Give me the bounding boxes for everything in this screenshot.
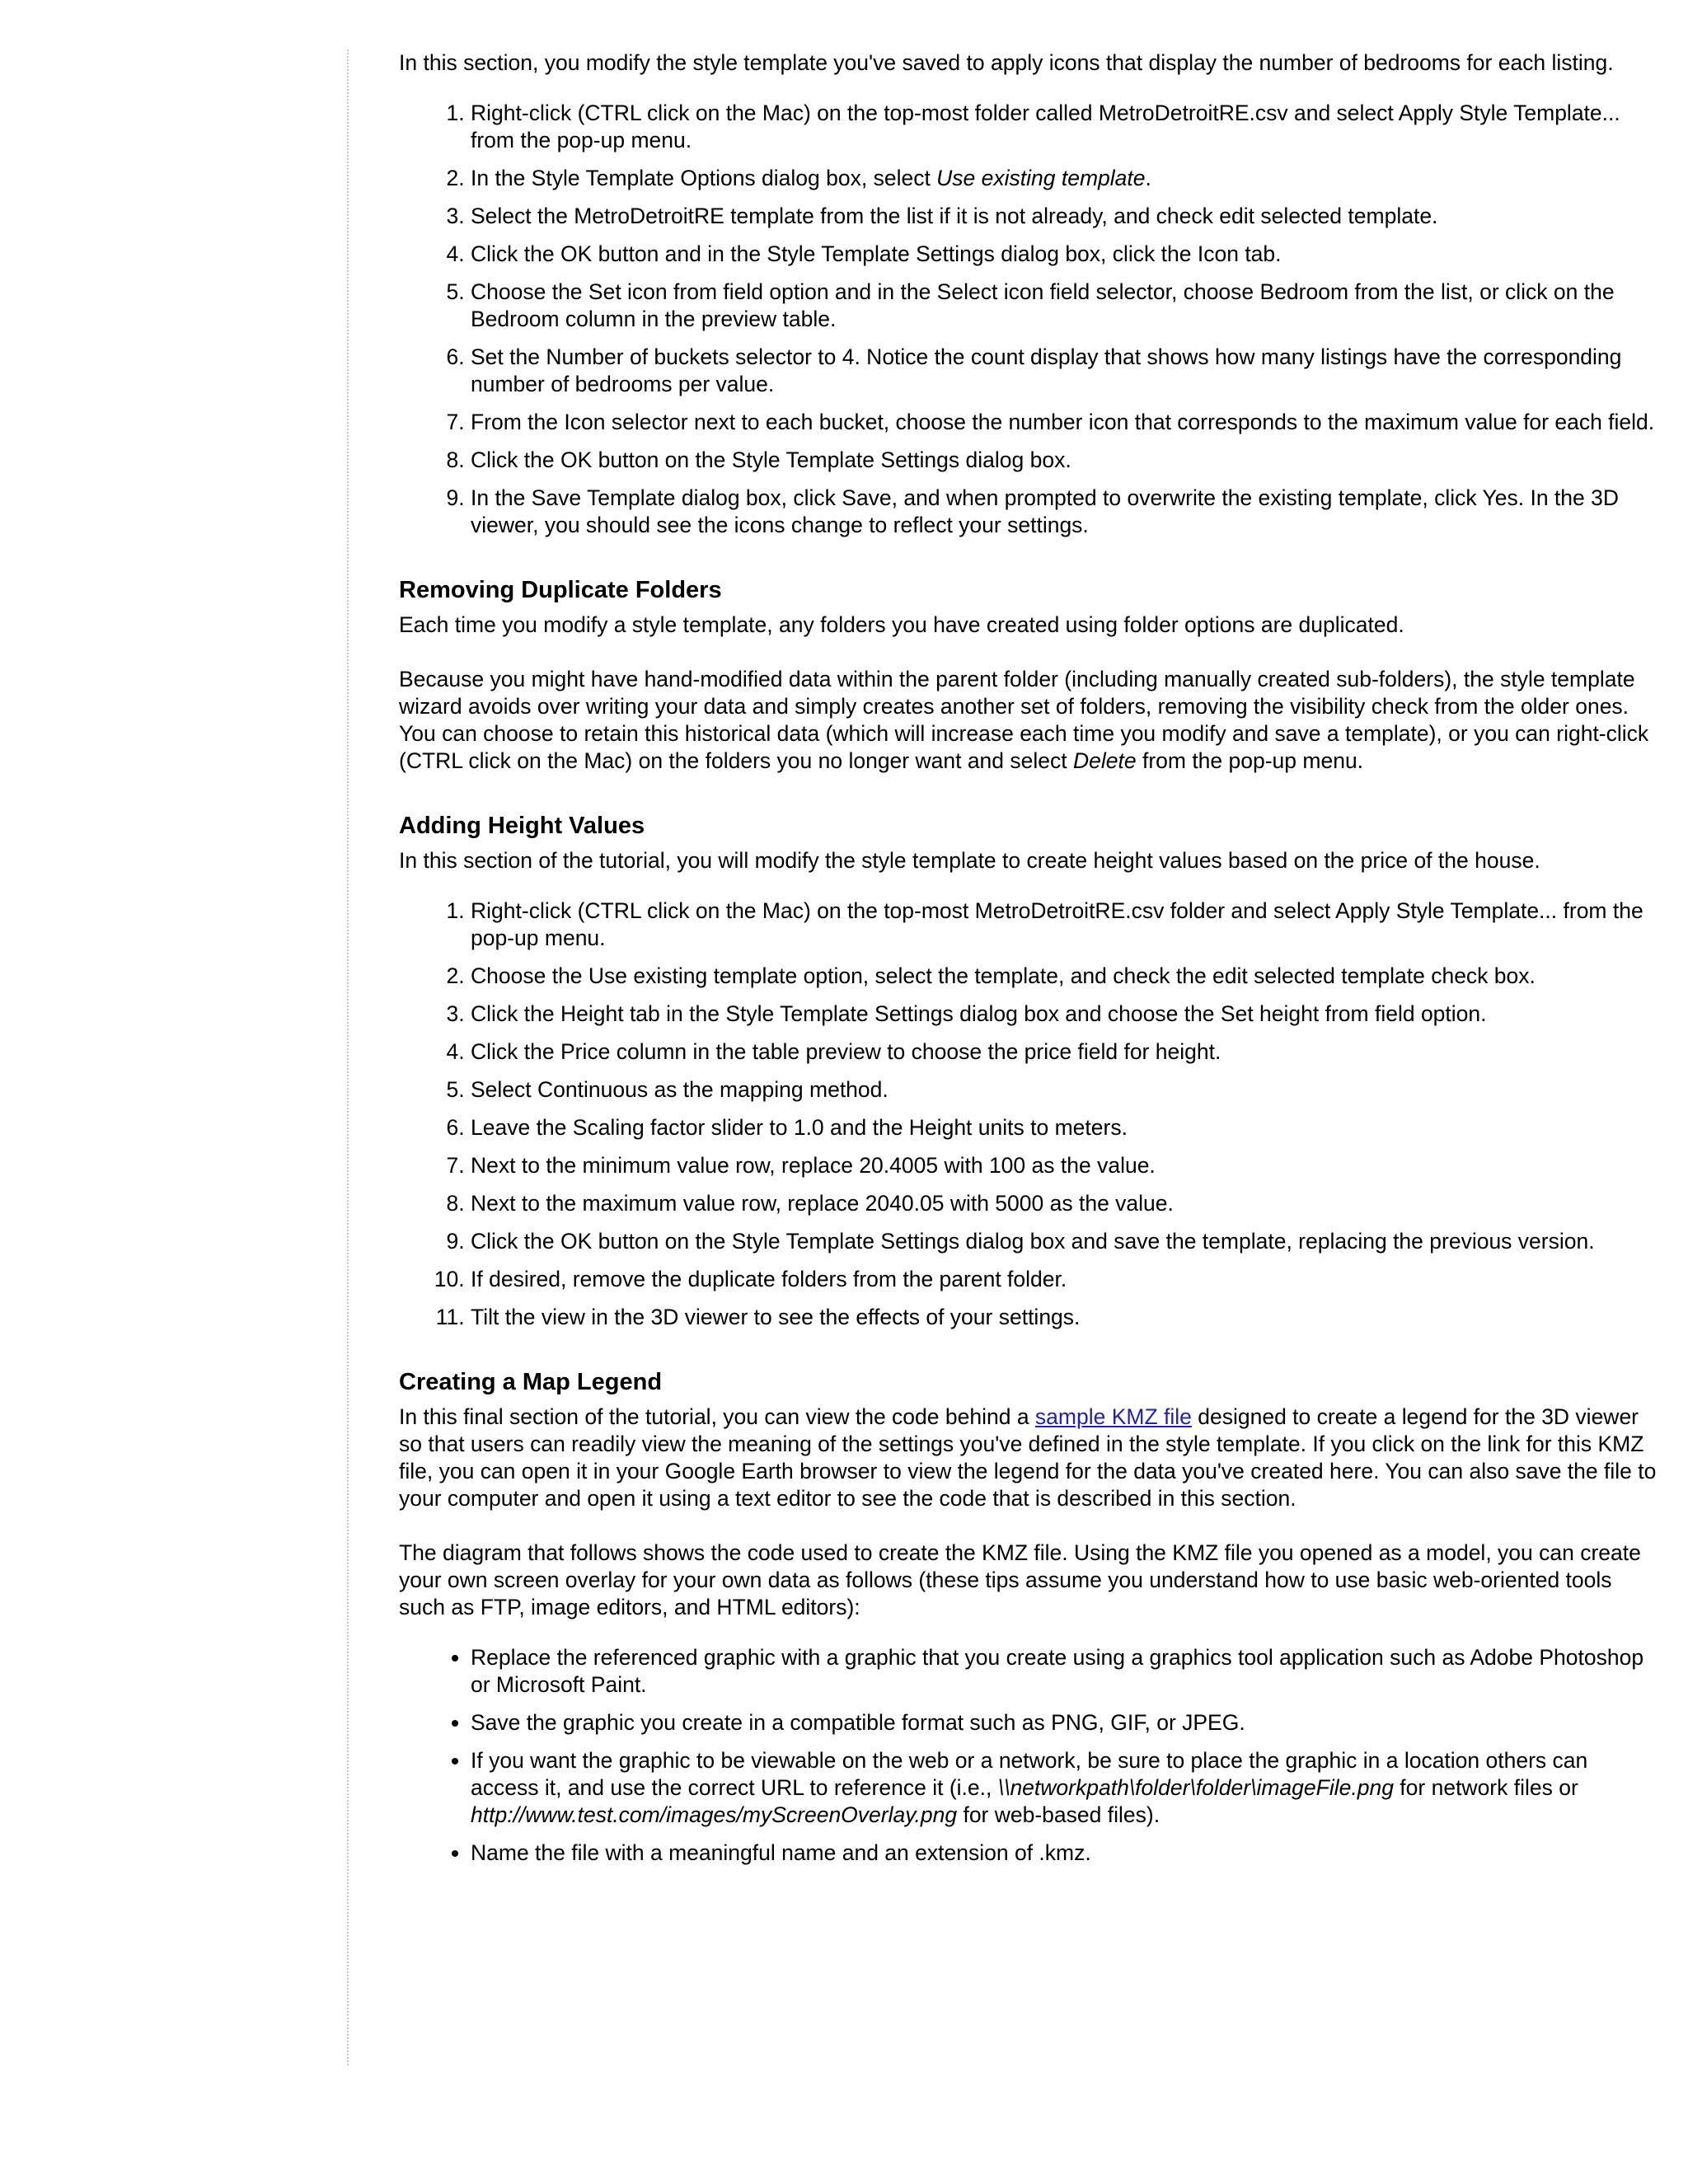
legend-tips-list — [399, 1644, 1658, 1867]
step-text: From the Icon selector next to each bucket, choose the number icon that corresponds to the maximum value for each field. — [471, 410, 1655, 434]
step-text: Next to the maximum value row, replace 2040.05 with 5000 as the value. — [471, 1191, 1174, 1216]
list-item — [471, 1840, 1658, 1867]
list-item — [471, 1038, 1658, 1066]
list-item — [471, 203, 1658, 230]
bullet-text: Save the graphic you create in a compatible format such as PNG, GIF, or JPEG. — [471, 1710, 1245, 1735]
option-name: Use existing template — [936, 166, 1146, 190]
step-text: In the Style Template Options dialog box, select — [471, 166, 937, 190]
step-text: In the Save Template dialog box, click Save, and when prompted to overwrite the existing template, click Yes. In the 3D viewer, you should see the icons change to reflect your settings. — [471, 485, 1620, 537]
icons-steps-list — [399, 100, 1658, 539]
heading-removing-duplicate-folders: Removing Duplicate Folders — [399, 577, 722, 603]
paragraph-text: Because you might have hand-modified data within the parent folder (including manually created sub-folders), the style template wizard avoids over writing your data and simply creates another set of folders, removing the visibility check from the older ones. You can choose to retain this historical data (which will increase each time you modify and save a template), or you can right-click (CTRL click on the Mac) on the folders you no longer want and select — [399, 667, 1649, 773]
list-item — [471, 1190, 1658, 1217]
paragraph-text: designed to create a legend for the 3D viewer so that users can readily view the meaning of the settings you've defined in the style template. If you click on the link for this KMZ file, you can open it in your Google Earth browser to view the legend for the data you've created here. You can also save the file to your computer and open it using a text editor to see the code that is described in this section. — [399, 1404, 1657, 1511]
bullet-text: Name the file with a meaningful name and an extension of .kmz. — [471, 1840, 1091, 1865]
list-item — [471, 409, 1658, 436]
bullet-text: Replace the referenced graphic with a graphic that you create using a graphics tool application such as Adobe Photoshop or Microsoft Paint. — [471, 1645, 1644, 1697]
step-text: Click the Price column in the table preview to choose the price field for height. — [471, 1039, 1221, 1064]
list-item — [471, 279, 1658, 333]
step-text: Choose the Use existing template option, select the template, and check the edit selected template check box. — [471, 963, 1536, 988]
list-item — [471, 100, 1658, 154]
list-item — [471, 1228, 1658, 1255]
heading-adding-height-values: Adding Height Values — [399, 813, 645, 839]
list-item — [471, 165, 1658, 192]
menu-command: Delete — [1072, 748, 1137, 773]
step-text: Click the Height tab in the Style Template Settings dialog box and choose the Set height from field option. — [471, 1001, 1487, 1026]
step-text: Select Continuous as the mapping method. — [471, 1077, 889, 1102]
list-item — [471, 1709, 1658, 1736]
icons-intro: In this section, you modify the style template you've saved to apply icons that display the number of bedrooms for each listing. — [399, 50, 1614, 75]
step-text: Click the OK button on the Style Template Settings dialog box and save the template, replacing the previous version. — [471, 1229, 1595, 1254]
step-text: Leave the Scaling factor slider to 1.0 and the Height units to meters. — [471, 1115, 1128, 1140]
step-text: Next to the minimum value row, replace 20.4005 with 100 as the value. — [471, 1153, 1156, 1178]
sidebar-divider — [347, 49, 349, 2065]
duplicates-paragraph-1: Each time you modify a style template, any folders you have created using folder options are duplicated. — [399, 612, 1404, 637]
step-text: Click the OK button on the Style Template Settings dialog box. — [471, 448, 1071, 472]
step-text: If desired, remove the duplicate folders from the parent folder. — [471, 1267, 1067, 1291]
heading-creating-map-legend: Creating a Map Legend — [399, 1369, 663, 1395]
step-text: Select the MetroDetroitRE template from the list if it is not already, and check edit selected template. — [471, 204, 1438, 228]
legend-paragraph-2: The diagram that follows shows the code used to create the KMZ file. Using the KMZ file you opened as a model, you can create your own screen overlay for your own data as follows (these tips assume you understand how to use basic web-oriented tools such as FTP, image editors, and HTML editors): — [399, 1540, 1641, 1619]
list-item — [471, 344, 1658, 398]
list-item — [471, 963, 1658, 990]
step-text: Set the Number of buckets selector to 4. Notice the count display that shows how many listings have the corresponding number of bedrooms per value. — [471, 344, 1622, 396]
list-item — [471, 1076, 1658, 1104]
list-item — [471, 1001, 1658, 1028]
paragraph-text: from the pop-up menu. — [1136, 748, 1364, 773]
list-item — [471, 1152, 1658, 1179]
list-item — [471, 1266, 1658, 1293]
height-steps-list — [399, 898, 1658, 1331]
paragraph-text: In this final section of the tutorial, you can view the code behind a — [399, 1404, 1035, 1429]
list-item — [471, 1644, 1658, 1699]
sample-kmz-link[interactable]: sample KMZ file — [1034, 1404, 1192, 1429]
list-item — [471, 485, 1658, 539]
list-item — [471, 1114, 1658, 1141]
list-item — [471, 1747, 1658, 1829]
step-text: Right-click (CTRL click on the Mac) on the top-most folder called MetroDetroitRE.csv and select Apply Style Template... from the pop-up menu. — [471, 101, 1620, 152]
step-text: Click the OK button and in the Style Template Settings dialog box, click the Icon tab. — [471, 241, 1282, 266]
list-item — [471, 898, 1658, 952]
step-text: Right-click (CTRL click on the Mac) on the top-most MetroDetroitRE.csv folder and select Apply Style Template... from the pop-up menu. — [471, 898, 1643, 950]
network-path-example: \\networkpath\folder\folder\imageFile.png — [997, 1775, 1394, 1800]
height-intro: In this section of the tutorial, you will modify the style template to create height values based on the price of the house. — [399, 848, 1540, 873]
bullet-text: If you want the graphic to be viewable on the web or a network, be sure to place the graphic in a location others can access it, and use the correct URL to reference it (i.e., — [471, 1748, 1588, 1800]
bullet-text: for network files or — [1393, 1775, 1578, 1800]
url-example: http://www.test.com/images/myScreenOverlay.png — [471, 1802, 958, 1827]
legend-paragraph-1 — [399, 1404, 1658, 1512]
step-text: Tilt the view in the 3D viewer to see the effects of your settings. — [471, 1305, 1081, 1329]
document-body — [399, 49, 1658, 1877]
list-item — [471, 1304, 1658, 1331]
duplicates-paragraph-2 — [399, 666, 1658, 775]
bullet-text: for web-based files). — [957, 1802, 1160, 1827]
list-item — [471, 447, 1658, 474]
list-item — [471, 241, 1658, 268]
step-text: Choose the Set icon from field option and in the Select icon field selector, choose Bedroom from the list, or click on the Bedroom column in the preview table. — [471, 279, 1615, 331]
step-text: . — [1145, 166, 1151, 190]
